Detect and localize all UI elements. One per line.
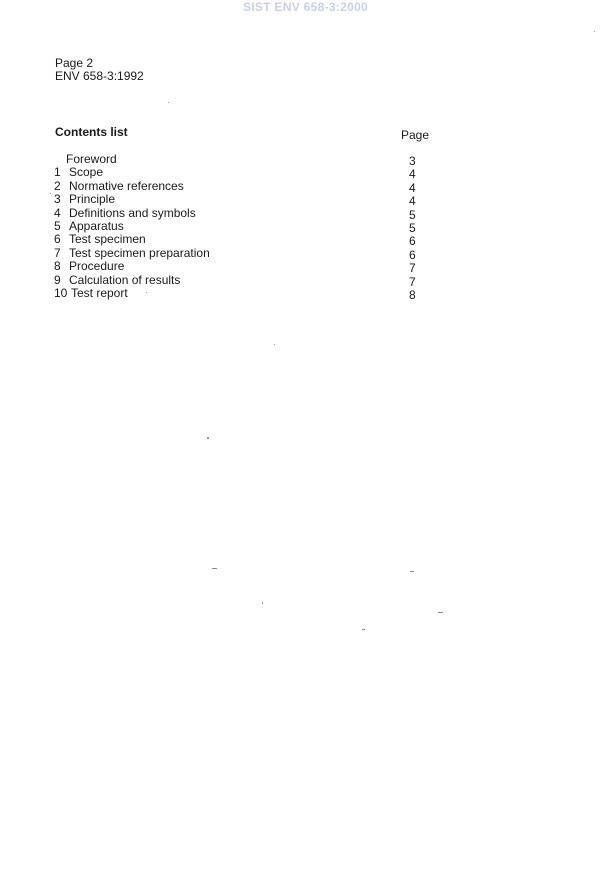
toc-entry-page: 3: [409, 154, 416, 168]
toc-entry: [54, 232, 434, 249]
toc-entry-number: 2: [54, 178, 61, 193]
toc-entry: [54, 207, 434, 220]
scan-speck: [50, 193, 51, 194]
toc-entry-number: 1: [54, 165, 61, 180]
toc-entry: [54, 274, 434, 287]
scan-dash: [438, 612, 443, 613]
toc-entry-label: Foreword: [66, 152, 117, 166]
toc-entry-label: Apparatus: [69, 218, 124, 233]
toc-entry-number: 9: [54, 272, 61, 287]
scan-speck: [262, 602, 263, 604]
toc-entry-number: 4: [54, 205, 61, 220]
toc-entry-label: Definitions and symbols: [69, 205, 196, 220]
toc-entry-page: 7: [409, 274, 416, 289]
toc-entry-number: 3: [54, 192, 61, 207]
page-header: [55, 57, 144, 83]
toc-entry-number: 6: [54, 232, 61, 247]
toc-entry-page: 6: [409, 247, 416, 262]
scan-speck: [146, 292, 147, 293]
scan-speck: [274, 344, 275, 345]
scan-speck: [168, 102, 169, 103]
toc-entry-label: Test report: [71, 285, 128, 300]
toc-entry-label: Normative references: [69, 178, 184, 193]
toc-entry-number: 5: [54, 218, 61, 233]
contents-list: [54, 153, 434, 300]
toc-entry-page: 4: [409, 167, 416, 182]
contents-title: Contents list: [55, 125, 128, 139]
scan-dash: [362, 629, 365, 630]
toc-entry-number: 8: [54, 259, 61, 274]
toc-entry: [54, 287, 434, 300]
toc-entry-page: 5: [409, 220, 416, 235]
toc-entry-label: Test specimen: [69, 232, 146, 247]
toc-entry: [54, 259, 434, 276]
toc-entry-label: Procedure: [69, 259, 125, 274]
toc-entry: [54, 220, 434, 233]
toc-entry-page: 4: [409, 180, 416, 195]
toc-entry: [54, 247, 434, 260]
page-column-title: Page: [401, 128, 430, 142]
toc-entry-label: Principle: [69, 192, 116, 207]
document-id: ENV 658-3:1992: [55, 69, 144, 83]
toc-entry-page: 5: [409, 207, 416, 222]
toc-entry-page: 8: [409, 287, 416, 302]
scan-speck: [207, 437, 209, 439]
toc-entry-label: Scope: [69, 165, 104, 180]
toc-entry: [54, 192, 434, 209]
toc-entry-page: 6: [409, 234, 416, 249]
toc-entry-page: 4: [409, 194, 416, 209]
page-number-label: Page 2: [55, 56, 94, 70]
toc-entry: [54, 180, 434, 193]
toc-entry: [54, 153, 434, 166]
toc-entry-number: 7: [54, 245, 61, 260]
scan-dash: [410, 571, 414, 572]
toc-entry-label: Test specimen preparation: [69, 245, 210, 260]
scan-dash: [212, 568, 217, 569]
toc-entry-label: Calculation of results: [69, 272, 181, 287]
toc-entry-page: 7: [409, 261, 416, 276]
toc-entry-number: 10: [54, 285, 68, 300]
watermark: SIST ENV 658-3:2000: [242, 0, 369, 14]
toc-entry: [54, 165, 434, 182]
scan-speck: [594, 31, 595, 32]
